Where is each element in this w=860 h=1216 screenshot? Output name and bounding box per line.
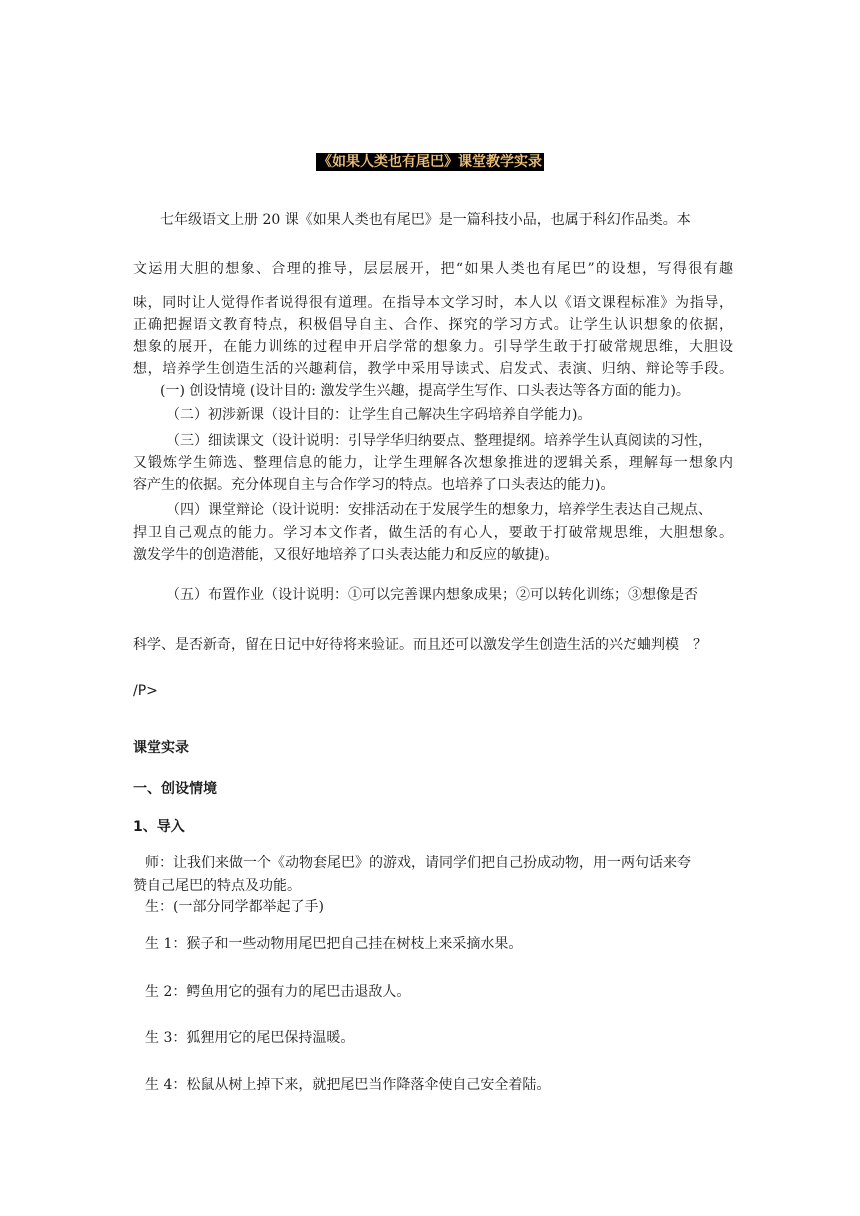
intro-paragraph-line: 想，培养学生创造生活的兴趣莉信，教学中采用导读式、启发式、表演、归纳、辩论等手段。: [133, 361, 733, 377]
intro-paragraph-line: 正确把握语文教育特点，积极倡导自主、合作、探究的学习方式。让学生认识想象的依据，: [133, 317, 733, 333]
intro-paragraph-line: 想象的展开，在能力训练的过程申开启学常的想象力。引导学生敢于打破常规思维，大胆设: [133, 339, 733, 355]
student-line: 生 3：狐狸用它的尾巴保持温暖。: [145, 1030, 355, 1046]
step-three-line: 又锻炼学生筛选、整理信息的能力，让学生理解各次想象推进的逻辑关系，理解每一想象内: [133, 455, 733, 471]
step-three-line: （三）细读课文（设计说明：引导学华归纳要点、整理提纲。培养学生认真阅读的习性，: [166, 433, 712, 449]
intro-paragraph-line: 味，同时让人觉得作者说得很有道理。在指导本文学习时，本人以《语文课程标准》为指导，: [133, 295, 733, 311]
step-five-line: （五）布置作业（设计说明：①可以完善课内想象成果；②可以转化训练；③想像是否: [166, 587, 698, 603]
student-line: 生 4：松鼠从树上掉下来，就把尾巴当作降落伞使自己安全着陆。: [145, 1077, 551, 1093]
teacher-line: 赞自己尾巴的特点及功能。: [133, 878, 301, 894]
student-line: 生 1：猴子和一些动物用尾巴把自己挂在树枝上来采摘水果。: [145, 936, 523, 952]
intro-paragraph-line: 文运用大胆的想象、合理的推导，层层展开，把“如果人类也有尾巴”的设想，写得很有趣: [133, 261, 733, 277]
students-raise-line: 生：(一部分同学都举起了手): [145, 899, 324, 915]
subsection-heading: 一、创设情境: [133, 781, 217, 797]
document-title-text: 《如果人类也有尾巴》课堂教学实录: [318, 154, 542, 170]
step-four-line: 激发学牛的创造潜能，又很好地培养了口头表达能力和反应的敏捷)。: [133, 547, 559, 563]
step-four-line: 捍卫自己观点的能力。学习本文作者，做生活的有心人，要敢于打破常规思维，大胆想象。: [133, 525, 733, 541]
step-two-line: （二）初涉新课（设计目的：让学生自己解决生字码培养自学能力)。: [166, 407, 592, 423]
markup-fragment: /P>: [133, 683, 158, 699]
step-four-line: （四）课堂辩论（设计说明：安排活动在于发展学生的想象力，培养学生表达自己规点、: [166, 502, 712, 518]
subsub-heading: 1、导入: [133, 819, 185, 835]
teacher-line: 师：让我们来做一个《动物套尾巴》的游戏，请同学们把自己扮成动物，用一两句话来夸: [145, 855, 691, 871]
document-title: [0, 153, 860, 171]
step-one-line: (一) 创设情境 (设计目的: 激发学生兴趣，提高学生写作、口头表达等各方面的能力)。: [160, 383, 690, 399]
section-heading: 课堂实录: [133, 740, 189, 756]
step-three-line: 容产生的依据。充分体现自主与合作学习的特点。也培养了口头表达的能力)。: [133, 477, 615, 493]
step-five-line: 科学、是否新奇，留在日记中好待将来验证。而且还可以激发学生创造生活的兴だ蛐判模 ？: [133, 637, 707, 653]
student-line: 生 2：鳄鱼用它的强有力的尾巴击退敌人。: [145, 984, 411, 1000]
intro-paragraph-line: 七年级语文上册 20 课《如果人类也有尾巴》是一篇科技小品，也属于科幻作品类。本: [160, 212, 691, 228]
